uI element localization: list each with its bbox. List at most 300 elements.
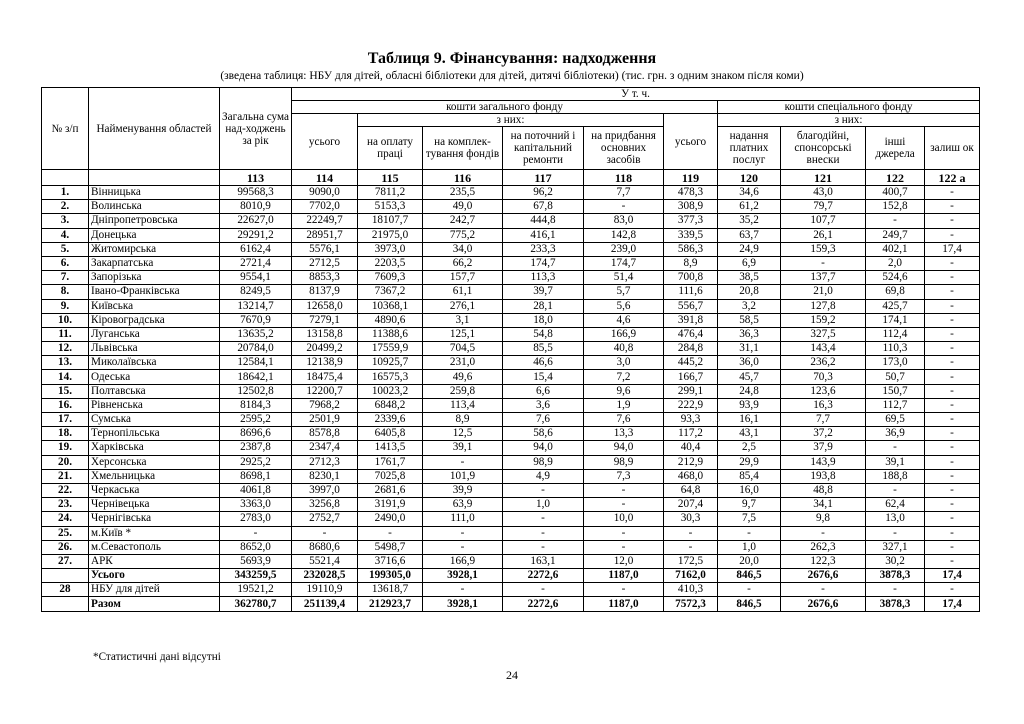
header-general-fund: кошти загального фонду — [292, 101, 718, 114]
col-number: 119 — [664, 170, 718, 186]
row-value: 4,9 — [503, 469, 584, 483]
row-value: 159,3 — [781, 242, 866, 256]
row-value: 22249,7 — [292, 214, 358, 228]
row-value: 39,7 — [503, 285, 584, 299]
row-value: 10023,2 — [358, 384, 423, 398]
row-value: 96,2 — [503, 186, 584, 200]
row-value: - — [664, 540, 718, 554]
table-row — [42, 398, 980, 412]
table-row — [42, 413, 980, 427]
row-value: - — [866, 526, 925, 540]
row-value: 7162,0 — [664, 569, 718, 583]
row-value: 110,3 — [866, 342, 925, 356]
row-value: 6405,8 — [358, 427, 423, 441]
row-value: - — [925, 214, 980, 228]
row-value: 2721,4 — [220, 256, 292, 270]
row-value: 98,9 — [503, 455, 584, 469]
row-value: - — [781, 256, 866, 270]
row-region-name: Дніпропетровська — [89, 214, 220, 228]
row-value: 31,1 — [718, 342, 781, 356]
table-subtitle: (зведена таблиця: НБУ для дітей, обласні бібліотеки для дітей, дитячі бібліотеки) (тис. грн. з одним знаком після коми) — [220, 70, 804, 82]
row-region-name: Вінницька — [89, 186, 220, 200]
row-value: 8010,9 — [220, 200, 292, 214]
row-value: 94,0 — [584, 441, 664, 455]
header-charity: благодійні, спонсорські внески — [781, 127, 866, 170]
row-value: 222,9 — [664, 398, 718, 412]
row-value: 16575,3 — [358, 370, 423, 384]
row-value: 40,8 — [584, 342, 664, 356]
table-row — [42, 356, 980, 370]
row-region-name: Донецька — [89, 228, 220, 242]
row-value: - — [925, 370, 980, 384]
row-number: 5. — [42, 242, 89, 256]
table-row — [42, 583, 980, 597]
row-value: 63,7 — [718, 228, 781, 242]
row-value: 188,8 — [866, 469, 925, 483]
row-region-name: Закарпатська — [89, 256, 220, 270]
row-value: 8249,5 — [220, 285, 292, 299]
table-row — [42, 285, 980, 299]
row-value: 402,1 — [866, 242, 925, 256]
row-value: 70,3 — [781, 370, 866, 384]
row-value: 83,0 — [584, 214, 664, 228]
row-value: 5,7 — [584, 285, 664, 299]
row-value: - — [925, 398, 980, 412]
col-number: 115 — [358, 170, 423, 186]
row-number: 20. — [42, 455, 89, 469]
row-value: 242,7 — [423, 214, 503, 228]
row-value: 524,6 — [866, 271, 925, 285]
row-value: 3878,3 — [866, 597, 925, 611]
row-value: 26,1 — [781, 228, 866, 242]
row-value: - — [925, 186, 980, 200]
row-value: 2490,0 — [358, 512, 423, 526]
row-value: 339,5 — [664, 228, 718, 242]
row-region-name: Тернопільська — [89, 427, 220, 441]
row-number: 9. — [42, 299, 89, 313]
col-number: 116 — [423, 170, 503, 186]
row-value: 233,3 — [503, 242, 584, 256]
table-row — [42, 214, 980, 228]
row-region-name: Миколаївська — [89, 356, 220, 370]
row-value: 6,6 — [503, 384, 584, 398]
row-value: 166,7 — [664, 370, 718, 384]
row-value: 127,8 — [781, 299, 866, 313]
row-value: 9,8 — [781, 512, 866, 526]
row-value: 207,4 — [664, 498, 718, 512]
row-number: 10. — [42, 313, 89, 327]
row-value: - — [925, 413, 980, 427]
table-row — [42, 384, 980, 398]
row-value: 58,5 — [718, 313, 781, 327]
row-value: 4890,6 — [358, 313, 423, 327]
row-number: 28 — [42, 583, 89, 597]
header-num: № з/п — [42, 88, 89, 170]
table-row — [42, 469, 980, 483]
row-value: 34,1 — [781, 498, 866, 512]
row-value: 38,5 — [718, 271, 781, 285]
col-number: 122 — [866, 170, 925, 186]
header-repairs: на поточний і капітальний ремонти — [503, 127, 584, 170]
row-number: 16. — [42, 398, 89, 412]
row-value: 49,0 — [423, 200, 503, 214]
row-value: - — [220, 526, 292, 540]
table-row — [42, 186, 980, 200]
row-value: 12200,7 — [292, 384, 358, 398]
row-value: 276,1 — [423, 299, 503, 313]
row-value: 2272,6 — [503, 569, 584, 583]
row-number: 26. — [42, 540, 89, 554]
row-number: 22. — [42, 483, 89, 497]
row-value: 377,3 — [664, 214, 718, 228]
row-region-name: Черкаська — [89, 483, 220, 497]
row-value: 48,8 — [781, 483, 866, 497]
row-value: 16,1 — [718, 413, 781, 427]
row-value: 17559,9 — [358, 342, 423, 356]
row-value: 62,4 — [866, 498, 925, 512]
row-value: 556,7 — [664, 299, 718, 313]
row-value: 28,1 — [503, 299, 584, 313]
col-number-empty — [89, 170, 220, 186]
header-special-all: усього — [664, 114, 718, 170]
row-value: 10368,1 — [358, 299, 423, 313]
row-value: 63,9 — [423, 498, 503, 512]
row-region-name: Запорізька — [89, 271, 220, 285]
row-value: 308,9 — [664, 200, 718, 214]
row-region-name: Чернігівська — [89, 512, 220, 526]
row-value: 35,2 — [718, 214, 781, 228]
row-number: 8. — [42, 285, 89, 299]
table-row — [42, 498, 980, 512]
row-value: - — [925, 583, 980, 597]
row-region-name: Разом — [89, 597, 220, 611]
header-paid-services: надання платних послуг — [718, 127, 781, 170]
table-row — [42, 242, 980, 256]
row-value: 3997,0 — [292, 483, 358, 497]
row-value: 7,7 — [584, 186, 664, 200]
row-value: 1187,0 — [584, 597, 664, 611]
row-value: 362780,7 — [220, 597, 292, 611]
row-value: - — [292, 526, 358, 540]
row-value: 46,6 — [503, 356, 584, 370]
row-value: - — [584, 526, 664, 540]
row-value: 64,8 — [664, 483, 718, 497]
row-value: 4061,8 — [220, 483, 292, 497]
row-value: 34,6 — [718, 186, 781, 200]
row-value: 111,0 — [423, 512, 503, 526]
row-value: 137,7 — [781, 271, 866, 285]
row-value: 1,0 — [718, 540, 781, 554]
row-value: - — [866, 441, 925, 455]
row-value: - — [925, 441, 980, 455]
row-number: 19. — [42, 441, 89, 455]
table-row — [42, 327, 980, 341]
row-value: - — [925, 540, 980, 554]
row-number: 17. — [42, 413, 89, 427]
row-value: 2681,6 — [358, 483, 423, 497]
row-value: 8,9 — [664, 256, 718, 270]
row-value: 69,8 — [866, 285, 925, 299]
table-row — [42, 313, 980, 327]
row-value: - — [925, 356, 980, 370]
row-region-name: АРК — [89, 554, 220, 568]
row-value: 99568,3 — [220, 186, 292, 200]
row-value: - — [866, 214, 925, 228]
row-value: - — [925, 483, 980, 497]
row-value: 8652,0 — [220, 540, 292, 554]
col-number: 114 — [292, 170, 358, 186]
row-value: 7968,2 — [292, 398, 358, 412]
row-value: 50,7 — [866, 370, 925, 384]
row-number: 27. — [42, 554, 89, 568]
table-row — [42, 512, 980, 526]
row-value: - — [423, 526, 503, 540]
col-number-empty — [42, 170, 89, 186]
col-number: 113 — [220, 170, 292, 186]
table-row — [42, 554, 980, 568]
row-value: 12,5 — [423, 427, 503, 441]
row-value: 7,3 — [584, 469, 664, 483]
row-value: 22627,0 — [220, 214, 292, 228]
row-value: 107,7 — [781, 214, 866, 228]
row-value: - — [503, 526, 584, 540]
row-value: 12502,8 — [220, 384, 292, 398]
row-number: 6. — [42, 256, 89, 270]
row-value: 468,0 — [664, 469, 718, 483]
row-region-name: Львівська — [89, 342, 220, 356]
row-value: - — [925, 313, 980, 327]
row-value: 775,2 — [423, 228, 503, 242]
row-value: - — [925, 299, 980, 313]
row-value: 16,3 — [781, 398, 866, 412]
row-value: 61,2 — [718, 200, 781, 214]
row-value: 152,8 — [866, 200, 925, 214]
row-value: 193,8 — [781, 469, 866, 483]
row-value: - — [925, 342, 980, 356]
col-number: 117 — [503, 170, 584, 186]
row-region-name: Усього — [89, 569, 220, 583]
row-value: - — [718, 526, 781, 540]
row-value: 3,6 — [503, 398, 584, 412]
row-value: 6848,2 — [358, 398, 423, 412]
row-value: 212,9 — [664, 455, 718, 469]
row-value: 15,4 — [503, 370, 584, 384]
table-row — [42, 427, 980, 441]
row-value: 94,0 — [503, 441, 584, 455]
row-region-name: Івано-Франківська — [89, 285, 220, 299]
row-region-name: НБУ для дітей — [89, 583, 220, 597]
table-row — [42, 200, 980, 214]
row-value: 8184,3 — [220, 398, 292, 412]
row-value: 24,9 — [718, 242, 781, 256]
row-value: 2347,4 — [292, 441, 358, 455]
row-value: - — [503, 540, 584, 554]
row-region-name: м.Севастополь — [89, 540, 220, 554]
row-value: - — [584, 540, 664, 554]
row-value: 3,0 — [584, 356, 664, 370]
row-value: 11388,6 — [358, 327, 423, 341]
row-value: 391,8 — [664, 313, 718, 327]
row-value: 20784,0 — [220, 342, 292, 356]
row-value: 8,9 — [423, 413, 503, 427]
row-value: 846,5 — [718, 597, 781, 611]
row-value: 142,8 — [584, 228, 664, 242]
row-value: 172,5 — [664, 554, 718, 568]
header-other: інші джерела — [866, 127, 925, 170]
row-value: 2676,6 — [781, 597, 866, 611]
row-value: 30,3 — [664, 512, 718, 526]
row-value: 6162,4 — [220, 242, 292, 256]
row-value: 93,3 — [664, 413, 718, 427]
row-value: - — [925, 554, 980, 568]
row-value: 249,7 — [866, 228, 925, 242]
table-row — [42, 299, 980, 313]
header-general-of-them: з них: — [358, 114, 664, 127]
row-value: 122,3 — [781, 554, 866, 568]
row-value: 13,3 — [584, 427, 664, 441]
row-value: 2783,0 — [220, 512, 292, 526]
row-value: 10,0 — [584, 512, 664, 526]
row-number: 18. — [42, 427, 89, 441]
row-number: 1. — [42, 186, 89, 200]
row-value: - — [718, 583, 781, 597]
row-value: - — [925, 200, 980, 214]
page-number: 24 — [506, 668, 518, 682]
row-value: 98,9 — [584, 455, 664, 469]
row-value: 12658,0 — [292, 299, 358, 313]
row-value: 343259,5 — [220, 569, 292, 583]
row-value: 5498,7 — [358, 540, 423, 554]
row-value: 7670,9 — [220, 313, 292, 327]
table-total-row — [42, 569, 980, 583]
row-value: - — [503, 512, 584, 526]
row-value: - — [664, 526, 718, 540]
row-value: 7,6 — [503, 413, 584, 427]
row-value: 18642,1 — [220, 370, 292, 384]
row-value: 58,6 — [503, 427, 584, 441]
row-value: 28951,7 — [292, 228, 358, 242]
row-region-name: м.Київ * — [89, 526, 220, 540]
row-value: 17,4 — [925, 569, 980, 583]
row-value: - — [866, 483, 925, 497]
row-value: 586,3 — [664, 242, 718, 256]
row-value: - — [925, 256, 980, 270]
row-value: 5153,3 — [358, 200, 423, 214]
header-ut-ch: У т. ч. — [292, 88, 980, 101]
col-number: 121 — [781, 170, 866, 186]
row-region-name: Волинська — [89, 200, 220, 214]
row-value: 39,1 — [423, 441, 503, 455]
row-value: 232028,5 — [292, 569, 358, 583]
row-value: 3716,6 — [358, 554, 423, 568]
row-value: 2387,8 — [220, 441, 292, 455]
row-value: 2595,2 — [220, 413, 292, 427]
row-value: 113,4 — [423, 398, 503, 412]
row-value: 7,6 — [584, 413, 664, 427]
table-row — [42, 228, 980, 242]
row-value: 29,9 — [718, 455, 781, 469]
row-value: - — [925, 512, 980, 526]
row-value: 7811,2 — [358, 186, 423, 200]
row-value: 13618,7 — [358, 583, 423, 597]
header-total-sum: Загальна сума над-ходжень за рік — [220, 88, 292, 170]
row-value: - — [925, 271, 980, 285]
table-row — [42, 370, 980, 384]
row-value: 13158,8 — [292, 327, 358, 341]
col-number: 120 — [718, 170, 781, 186]
row-value: 2272,6 — [503, 597, 584, 611]
row-value: 30,2 — [866, 554, 925, 568]
table-row — [42, 271, 980, 285]
row-value: - — [925, 228, 980, 242]
row-value: 111,6 — [664, 285, 718, 299]
row-value: 20499,2 — [292, 342, 358, 356]
row-value: 13,0 — [866, 512, 925, 526]
row-value: - — [423, 583, 503, 597]
row-value: 40,4 — [664, 441, 718, 455]
row-value: 231,0 — [423, 356, 503, 370]
row-number: 25. — [42, 526, 89, 540]
row-value: - — [584, 498, 664, 512]
row-value: - — [584, 483, 664, 497]
row-value: 123,6 — [781, 384, 866, 398]
row-value: 85,5 — [503, 342, 584, 356]
row-value: 3,2 — [718, 299, 781, 313]
row-value: 2752,7 — [292, 512, 358, 526]
table-row — [42, 256, 980, 270]
row-value: 112,7 — [866, 398, 925, 412]
row-value: 478,3 — [664, 186, 718, 200]
row-value: 3256,8 — [292, 498, 358, 512]
row-value: 12,0 — [584, 554, 664, 568]
row-value: 2,0 — [866, 256, 925, 270]
row-value: - — [781, 583, 866, 597]
row-value: 3363,0 — [220, 498, 292, 512]
row-value: 8698,1 — [220, 469, 292, 483]
row-number: 4. — [42, 228, 89, 242]
row-value: 166,9 — [584, 327, 664, 341]
row-value: 7572,3 — [664, 597, 718, 611]
row-value: 37,9 — [781, 441, 866, 455]
row-number: 2. — [42, 200, 89, 214]
row-value: 17,4 — [925, 242, 980, 256]
row-value: - — [925, 455, 980, 469]
row-value: 1413,5 — [358, 441, 423, 455]
row-number: 12. — [42, 342, 89, 356]
row-value: 125,1 — [423, 327, 503, 341]
row-value: 410,3 — [664, 583, 718, 597]
row-value: 79,7 — [781, 200, 866, 214]
row-value: 2712,3 — [292, 455, 358, 469]
row-value: 85,4 — [718, 469, 781, 483]
row-value: 7,5 — [718, 512, 781, 526]
row-region-name: Сумська — [89, 413, 220, 427]
row-value: 159,2 — [781, 313, 866, 327]
row-value: 9090,0 — [292, 186, 358, 200]
row-number: 3. — [42, 214, 89, 228]
row-number: 14. — [42, 370, 89, 384]
row-number: 23. — [42, 498, 89, 512]
row-value: 39,9 — [423, 483, 503, 497]
header-fixed-assets: на придбання основних засобів — [584, 127, 664, 170]
row-value: 12584,1 — [220, 356, 292, 370]
row-value: - — [925, 526, 980, 540]
row-value: 113,3 — [503, 271, 584, 285]
row-value: 174,7 — [503, 256, 584, 270]
row-value: 444,8 — [503, 214, 584, 228]
table-row — [42, 483, 980, 497]
row-value: 6,9 — [718, 256, 781, 270]
